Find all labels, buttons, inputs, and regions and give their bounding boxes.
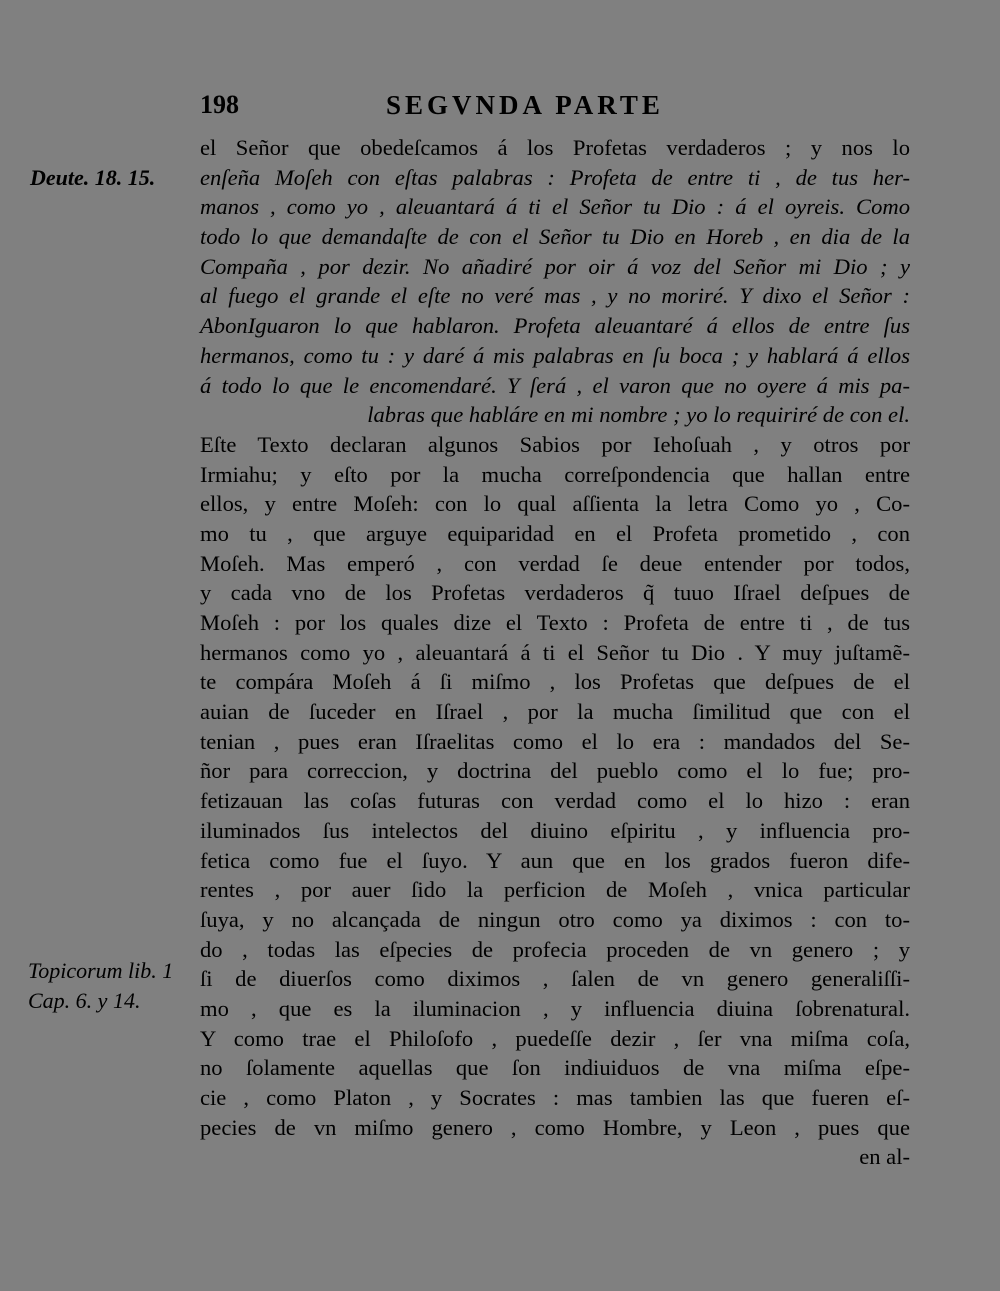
text-line: ellos, y entre Moſeh: con lo qual aſſienta la letra Como yo , Co- [200, 491, 910, 517]
text-line: y cada vno de los Profetas verdaderos q̃ tuuo Iſrael deſpues de [200, 580, 910, 606]
text-line: Moſeh : por los quales dize el Texto : Profeta de entre ti , de tus [200, 610, 910, 635]
text-line: ñor para correccion, y doctrina del pueblo como el lo fue; pro- [200, 758, 910, 784]
catchword: en al- [859, 1144, 910, 1170]
text-line: tenian , pues eran Iſraelitas como el lo era : mandados del Se- [200, 728, 910, 754]
text-line: el Señor que obedeſcamos á los Profetas verdaderos ; y nos lo [200, 135, 910, 160]
text-line: fetizauan las coſas futuras con verdad como el lo hizo : eran [200, 788, 910, 814]
text-line: fetica como fue el ſuyo. Y aun que en los grados fueron dife- [200, 847, 910, 873]
text-line: pecies de vn miſmo genero , como Hombre, y Leon , pues que [200, 1114, 910, 1140]
page-header [200, 90, 720, 124]
text-line: auian de ſuceder en Iſrael , por la mucha ſimilitud que con el [200, 699, 910, 725]
text-line: á todo lo que le encomendaré. Y ſerá , el varon que no oyere á mis pa- [200, 372, 910, 398]
running-head: SEGVNDA PARTE [386, 90, 664, 120]
text-line: mo tu , que arguye equiparidad en el Profeta prometido , con [200, 520, 910, 546]
text-line: Moſeh. Mas emperó , con verdad ſe deue entender por todos, [200, 550, 910, 576]
text-line: labras que habláre en mi nombre ; yo lo requiriré de con el. [367, 402, 910, 428]
text-line: no ſolamente aquellas que ſon indiuiduos de vna miſma eſpe- [200, 1055, 910, 1081]
margin-note: Deute. 18. 15. [30, 165, 156, 190]
text-line: iluminados ſus intelectos del diuino eſpiritu , y influencia pro- [200, 817, 910, 843]
text-line: Eſte Texto declaran algunos Sabios por Iehoſuah , y otros por [200, 431, 910, 457]
text-line: mo , que es la iluminacion , y influencia diuina ſobrenatural. [200, 995, 910, 1021]
text-line: Y como trae el Philoſofo , puedeſſe dezir , ſer vna miſma coſa, [200, 1025, 910, 1051]
text-line: do , todas las eſpecies de profecia proceden de vn genero ; y [200, 936, 910, 962]
text-line: ſi de diuerſos como diximos , ſalen de vn genero generaliſſi- [200, 966, 910, 992]
margin-note: Cap. 6. y 14. [28, 988, 141, 1013]
text-line: manos , como yo , aleuantará á ti el Señor tu Dio : á el oyreis. Como [200, 194, 910, 220]
text-line: hermanos como yo , aleuantará á ti el Señor tu Dio . Y muy juſtamẽ- [200, 639, 910, 665]
text-line: ſuya, y no alcançada de ningun otro como ya diximos : con to- [200, 906, 910, 932]
text-line: Irmiahu; y eſto por la mucha correſpondencia que hallan entre [200, 461, 910, 487]
text-line: todo lo que demandaſte de con el Señor tu Dio en Horeb , en dia de la [200, 224, 910, 250]
body-text [200, 133, 910, 1172]
text-line: hermanos, como tu : y daré á mis palabras en ſu boca ; y hablará á ellos [200, 342, 910, 368]
text-line: cie , como Platon , y Socrates : mas tambien las que fueren eſ- [200, 1085, 910, 1110]
text-line: te compára Moſeh á ſi miſmo , los Profetas que deſpues de el [200, 669, 910, 695]
margin-note: Topicorum lib. 1 [28, 958, 174, 983]
text-line: al fuego el grande el eſte no veré mas , y no moriré. Y dixo el Señor : [200, 283, 910, 309]
text-line: enſeña Moſeh con eſtas palabras : Profeta de entre ti , de tus her- [200, 164, 910, 190]
page-number: 198 [200, 90, 239, 119]
text-line: rentes , por auer ſido la perficion de Moſeh , vnica particular [200, 877, 910, 903]
text-line: Compaña , por dezir. No añadiré por oir á voz del Señor mi Dio ; y [200, 253, 910, 279]
text-line: AbonIguaron lo que hablaron. Profeta aleuantaré á ellos de entre ſus [200, 313, 910, 339]
